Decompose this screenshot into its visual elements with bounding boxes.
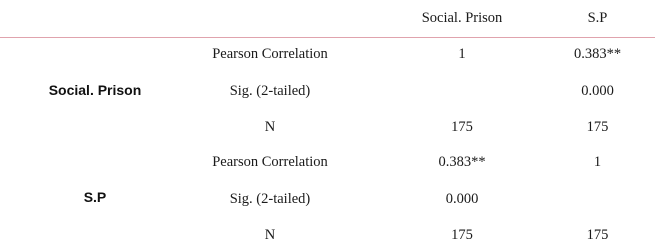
stat-label: N — [264, 227, 276, 243]
value-cell: 0.383** — [573, 46, 622, 62]
stat-label: Sig. (2-tailed) — [229, 83, 311, 99]
table-row — [0, 191, 655, 215]
group-label: Social. Prison — [48, 82, 142, 98]
group-social-prison — [0, 38, 655, 145]
value-cell: 175 — [451, 227, 473, 243]
table-row — [0, 46, 655, 70]
table-row — [0, 154, 655, 178]
stat-label: N — [264, 119, 276, 135]
table-header-row — [0, 0, 655, 38]
group-label: S.P — [83, 189, 107, 205]
header-sp: S.P — [587, 10, 608, 26]
value-cell: 1 — [458, 46, 466, 62]
value-cell: 1 — [593, 154, 602, 170]
value-cell: 175 — [451, 119, 473, 135]
table-row — [0, 83, 655, 107]
value-cell: 175 — [586, 119, 609, 135]
value-cell: 175 — [586, 227, 609, 243]
value-cell: 0.383** — [438, 154, 486, 170]
stat-label: Pearson Correlation — [212, 154, 328, 170]
group-sp — [0, 146, 655, 252]
header-social-prison: Social. Prison — [421, 10, 503, 26]
value-cell: 0.000 — [445, 191, 479, 207]
stat-label: Sig. (2-tailed) — [229, 191, 311, 207]
table-row — [0, 119, 655, 143]
stat-label: Pearson Correlation — [212, 46, 328, 62]
value-cell: 0.000 — [581, 83, 614, 99]
table-row — [0, 227, 655, 251]
